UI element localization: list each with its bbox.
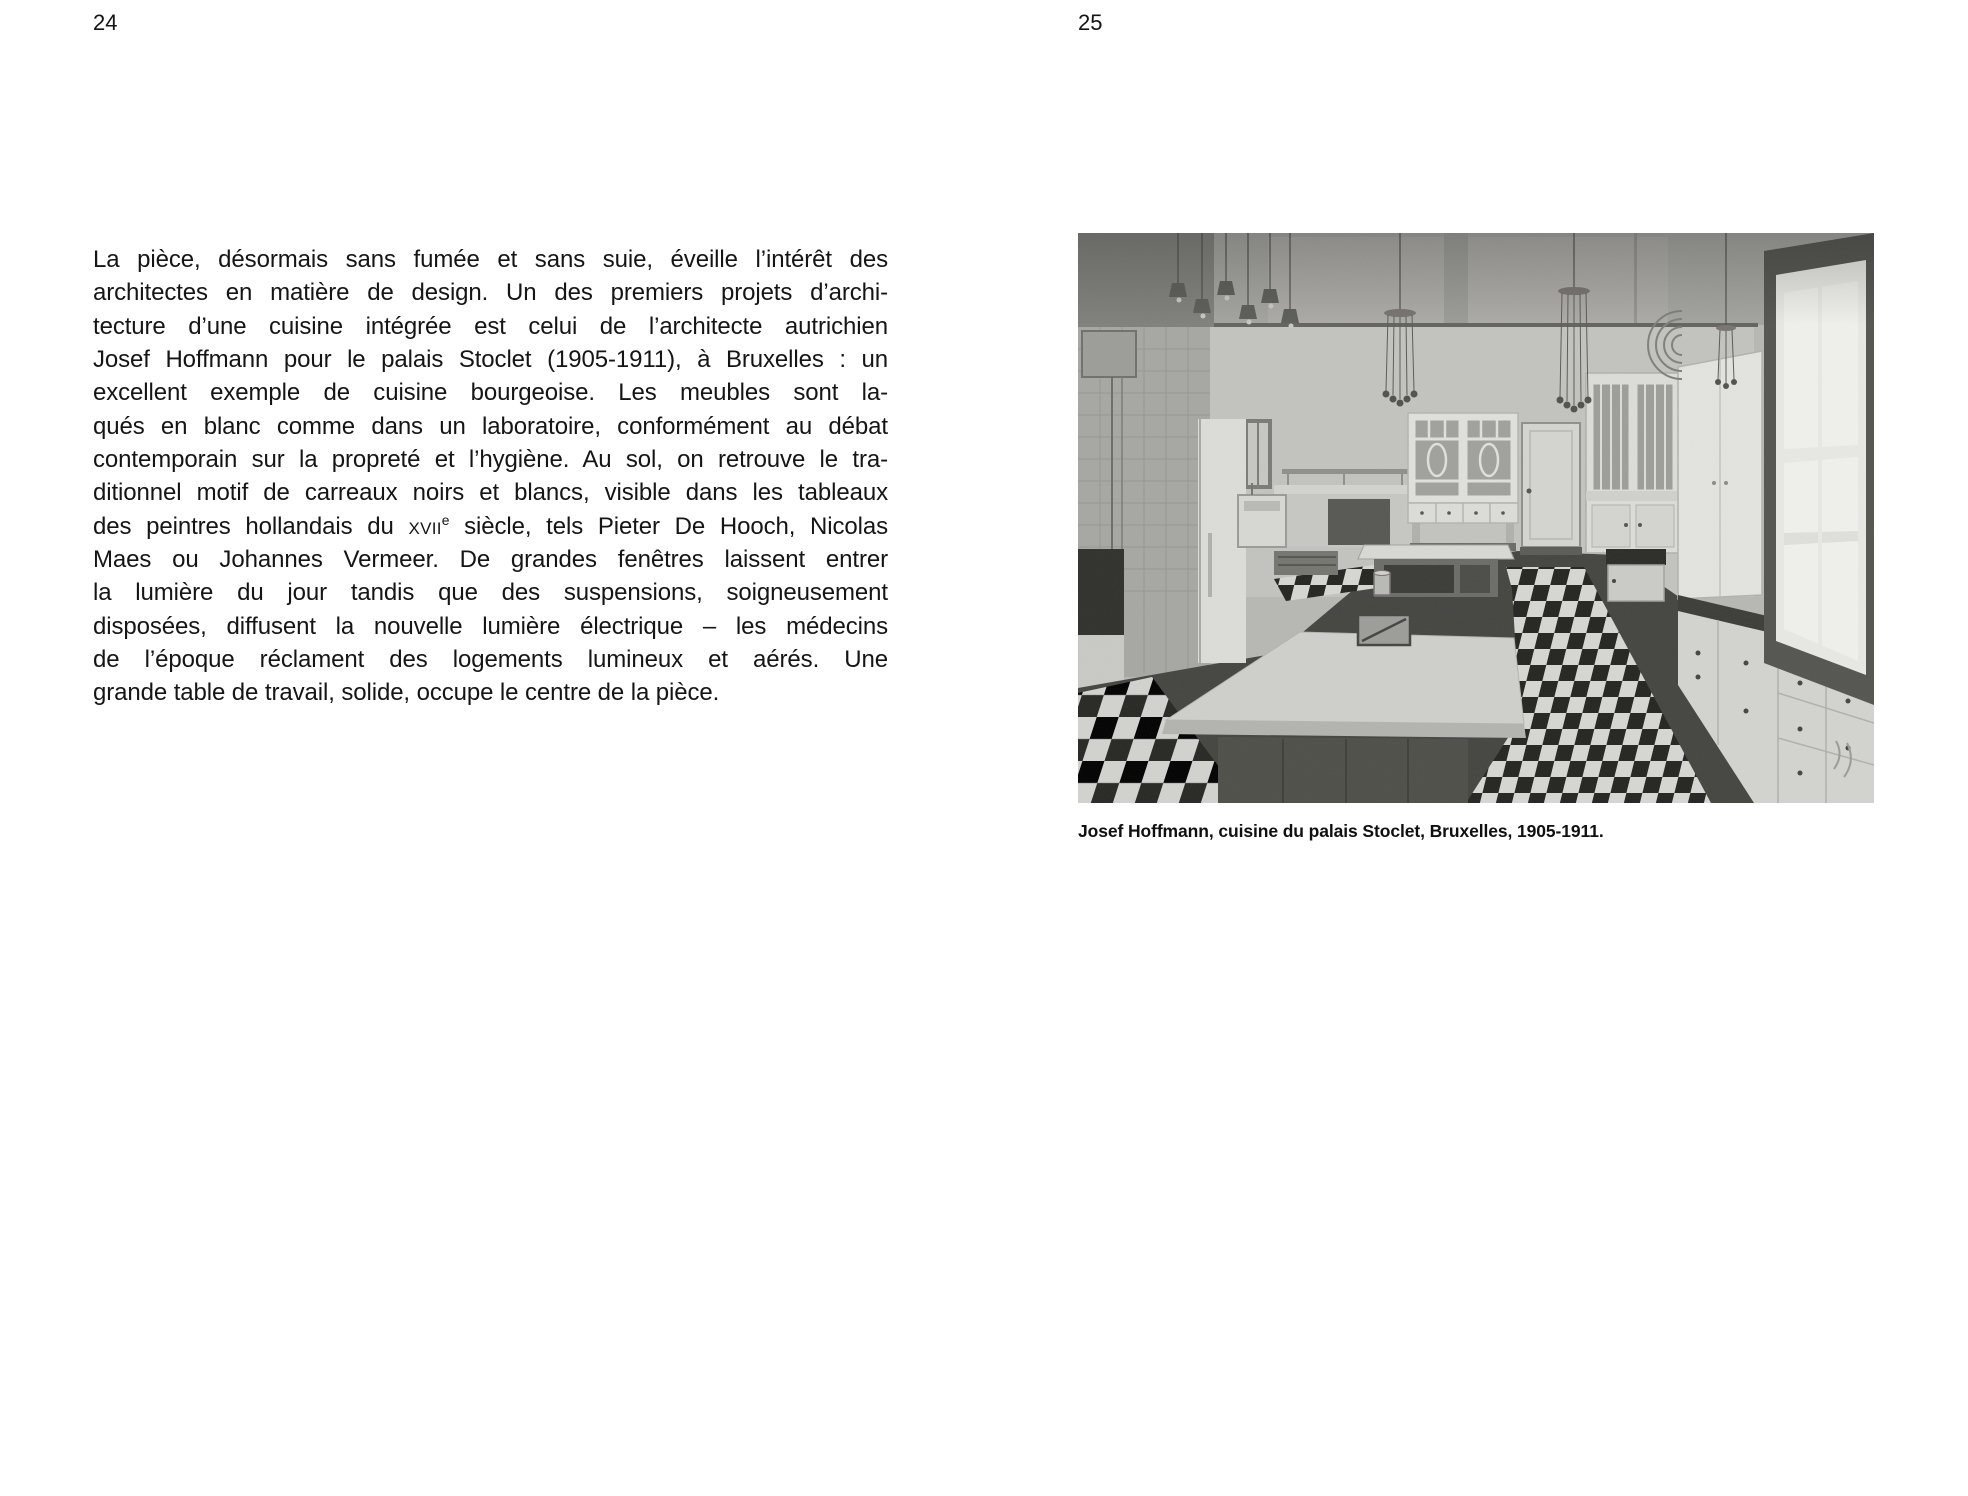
line-text: des peintres hollandais du (93, 512, 409, 540)
paragraph-line-with-smallcaps (93, 510, 888, 543)
page-number-right: 25 (1078, 10, 1103, 35)
paragraph-line: architectes en matière de design. Un des premiers projets d’archi- (93, 279, 888, 307)
paragraph-line: qués en blanc comme dans un laboratoire, conformément au débat (93, 412, 888, 440)
paragraph-line: Josef Hoffmann pour le palais Stoclet (1905-1911), à Bruxelles : un (93, 346, 888, 374)
page-number-left: 24 (93, 10, 118, 35)
paragraph-line: excellent exemple de cuisine bourgeoise. Les meubles sont la- (93, 379, 888, 407)
paragraph-line: de l’époque réclament des logements lumineux et aérés. Une (93, 646, 888, 674)
paragraph-line: disposées, diffusent la nouvelle lumière électrique – les médecins (93, 612, 888, 640)
photo-grain (1078, 233, 1874, 803)
kitchen-photo-illustration (1078, 233, 1874, 803)
body-paragraph (93, 243, 888, 710)
line-text: siècle, tels Pieter De Hooch, Nicolas (449, 512, 888, 540)
kitchen-photograph (1078, 233, 1874, 803)
paragraph-line: Maes ou Johannes Vermeer. De grandes fenêtres laissent entrer (93, 546, 888, 574)
paragraph-line: La pièce, désormais sans fumée et sans suie, éveille l’intérêt des (93, 246, 888, 273)
roman-numeral-smallcaps: xvii (408, 512, 442, 540)
paragraph-line: la lumière du jour tandis que des suspensions, soigneusement (93, 579, 888, 607)
photo-caption: Josef Hoffmann, cuisine du palais Stoclet, Bruxelles, 1905-1911. (1078, 821, 1604, 841)
paragraph-line: grande table de travail, solide, occupe le centre de la pièce. (93, 679, 720, 707)
ordinal-superscript: e (441, 511, 450, 528)
paragraph-line: ditionnel motif de carreaux noirs et blancs, visible dans les tableaux (93, 479, 888, 507)
paragraph-line: contemporain sur la propreté et l’hygiène. Au sol, on retrouve le tra- (93, 446, 888, 474)
page-25 (984, 0, 1968, 1496)
paragraph-line: tecture d’une cuisine intégrée est celui de l’architecte autrichien (93, 312, 888, 340)
